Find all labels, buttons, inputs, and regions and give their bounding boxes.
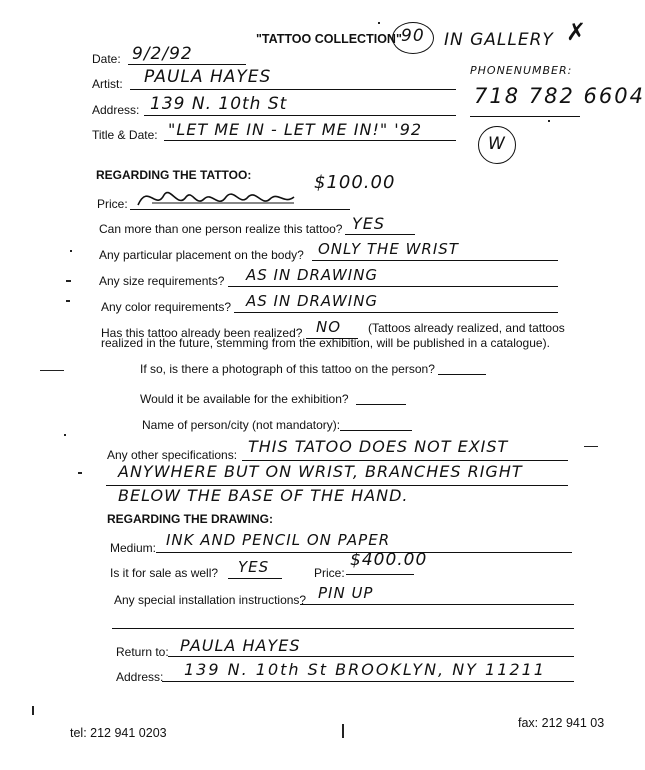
page-tick-mark <box>342 724 344 738</box>
footer-tel: tel: 212 941 0203 <box>70 726 167 740</box>
scan-speck <box>70 250 72 252</box>
return-value: PAULA HAYES <box>180 636 301 655</box>
multiple-underline <box>345 234 415 235</box>
price-underline <box>130 209 350 210</box>
multiple-label: Can more than one person realize this tattoo? <box>99 222 343 236</box>
date-underline <box>128 64 246 65</box>
phone-label: PHONENUMBER: <box>470 64 573 77</box>
phone-number: 718 782 6604 <box>474 84 645 108</box>
address-underline <box>144 115 456 116</box>
color-label: Any color requirements? <box>101 300 232 314</box>
realized-note-2: realized in the future, stemming from the exhibition, will be published in a catalogue). <box>101 336 550 350</box>
realized-value: NO <box>316 318 342 336</box>
circled-number <box>392 22 434 54</box>
photo-underline <box>438 374 486 375</box>
date-value: 9/2/92 <box>132 44 193 64</box>
date-label: Date: <box>92 52 121 66</box>
sale-value: YES <box>238 558 270 576</box>
size-value: AS IN DRAWING <box>246 266 379 284</box>
address-label: Address: <box>92 103 140 117</box>
realized-label: Has this tattoo already been realized? <box>101 326 303 340</box>
title-value: "LET ME IN - LET ME IN!" '92 <box>168 120 423 139</box>
specs-line-2: ANYWHERE BUT ON WRIST, BRANCHES RIGHT <box>118 462 523 481</box>
specs-label: Any other specifications: <box>107 448 238 462</box>
install-underline <box>300 604 574 605</box>
medium-value: INK AND PENCIL ON PAPER <box>166 531 391 549</box>
circled-letter-text: W <box>488 134 506 154</box>
return-address-label: Address: <box>116 670 164 684</box>
return-underline <box>168 656 574 657</box>
scan-speck <box>64 434 66 436</box>
multiple-value: YES <box>352 214 386 233</box>
size-underline <box>228 286 558 287</box>
price-label: Price: <box>97 197 128 211</box>
scan-speck <box>548 120 550 122</box>
gallery-note: IN GALLERY <box>444 30 554 50</box>
install-value: PIN UP <box>318 584 374 602</box>
specs-line-1: THIS TATOO DOES NOT EXIST <box>248 437 509 456</box>
size-label: Any size requirements? <box>99 274 225 288</box>
return-address-underline <box>162 681 574 682</box>
drawing-price-underline <box>346 574 414 575</box>
signature-scribble <box>134 181 304 220</box>
title-underline <box>164 140 456 141</box>
form-title: "TATTOO COLLECTION" <box>256 32 402 46</box>
scan-speck <box>66 300 70 302</box>
install-underline-2 <box>112 628 574 629</box>
scan-speck <box>40 370 64 371</box>
artist-label: Artist: <box>92 77 123 91</box>
circled-letter <box>478 126 516 164</box>
scan-speck <box>66 280 71 282</box>
placement-underline <box>312 260 558 261</box>
specs-underline-1 <box>242 460 568 461</box>
scan-speck <box>584 446 598 447</box>
circled-number-text: 90 <box>401 26 425 46</box>
medium-label: Medium: <box>110 541 157 555</box>
artist-underline <box>130 89 456 90</box>
person-underline <box>340 430 412 431</box>
title-label: Title & Date: <box>92 128 158 142</box>
photo-label: If so, is there a photograph of this tattoo on the person? <box>140 362 435 376</box>
scan-speck <box>78 472 82 474</box>
realized-note: (Tattoos already realized, and tattoos <box>368 321 565 335</box>
phone-underline <box>470 116 580 117</box>
x-mark-icon: ✗ <box>566 18 588 46</box>
drawing-price-value: $400.00 <box>350 550 428 570</box>
scan-speck <box>378 22 380 24</box>
price-value: $100.00 <box>314 172 396 193</box>
color-value: AS IN DRAWING <box>246 292 379 310</box>
return-address-value: 139 N. 10th St BROOKLYN, NY 11211 <box>184 660 546 679</box>
footer-fax: fax: 212 941 03 <box>518 716 605 730</box>
placement-value: ONLY THE WRIST <box>318 240 459 258</box>
available-label: Would it be available for the exhibition? <box>140 392 349 406</box>
scan-speck <box>32 706 34 715</box>
artist-value: PAULA HAYES <box>144 67 272 87</box>
placement-label: Any particular placement on the body? <box>99 248 304 262</box>
sale-label: Is it for sale as well? <box>110 566 219 580</box>
address-value: 139 N. 10th St <box>150 94 288 114</box>
return-label: Return to: <box>116 645 169 659</box>
install-label: Any special installation instructions? <box>114 593 307 607</box>
tattoo-section-heading: REGARDING THE TATTOO: <box>96 168 252 182</box>
drawing-price-label: Price: <box>314 566 345 580</box>
person-label: Name of person/city (not mandatory): <box>142 418 341 432</box>
drawing-section-heading: REGARDING THE DRAWING: <box>107 512 273 526</box>
available-underline <box>356 404 406 405</box>
color-underline <box>234 312 558 313</box>
sale-underline <box>228 578 282 579</box>
specs-line-3: BELOW THE BASE OF THE HAND. <box>118 486 409 505</box>
